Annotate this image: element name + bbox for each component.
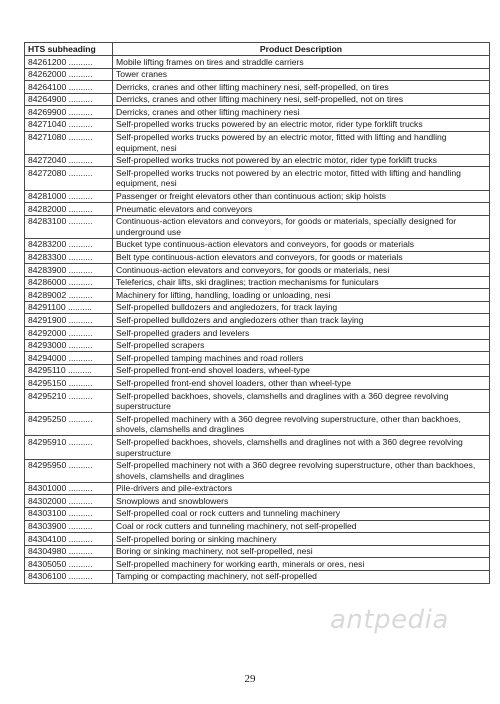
hts-code-cell: 84283300 .......... [25, 251, 113, 264]
product-description-cell: Self-propelled machinery for working earth, minerals or ores, nesi [113, 558, 490, 571]
product-description-cell: Pneumatic elevators and conveyors [113, 203, 490, 216]
product-description-cell: Continuous-action elevators and conveyors, for goods or materials, specially designed for underground use [113, 215, 490, 238]
hts-code-cell: 84303100 .......... [25, 507, 113, 520]
table-row [25, 106, 490, 119]
table-row [25, 352, 490, 365]
table-header [25, 43, 490, 56]
hts-code-cell: 84305050 .......... [25, 558, 113, 571]
product-description-cell: Tamping or compacting machinery, not self-propelled [113, 570, 490, 583]
product-description-cell: Derricks, cranes and other lifting machinery nesi [113, 106, 490, 119]
hts-code-cell: 84301000 .......... [25, 482, 113, 495]
product-description-cell: Belt type continuous-action elevators and conveyors, for goods or materials [113, 251, 490, 264]
product-description-cell: Self-propelled works trucks not powered by an electric motor, rider type forklift trucks [113, 154, 490, 167]
hts-code-cell: 84271080 .......... [25, 131, 113, 154]
product-description-cell: Self-propelled works trucks powered by an electric motor, rider type forklift trucks [113, 118, 490, 131]
table-row [25, 545, 490, 558]
hts-code-cell: 84272040 .......... [25, 154, 113, 167]
table-row [25, 131, 490, 154]
table-row [25, 264, 490, 277]
watermark-logo: antpedia [330, 605, 449, 635]
table-row [25, 93, 490, 106]
product-description-cell: Derricks, cranes and other lifting machinery nesi, self-propelled, on tires [113, 81, 490, 94]
product-description-cell: Self-propelled machinery with a 360 degree revolving superstructure, other than backhoes, shovels, clamshells and draglines [113, 413, 490, 436]
product-description-cell: Self-propelled backhoes, shovels, clamshells and draglines not with a 360 degree revolving superstructure [113, 436, 490, 459]
table-row [25, 570, 490, 583]
table-row [25, 339, 490, 352]
table-row [25, 533, 490, 546]
hts-code-cell: 84295950 .......... [25, 459, 113, 482]
hts-code-cell: 84289002 .......... [25, 289, 113, 302]
hts-code-cell: 84295910 .......... [25, 436, 113, 459]
hts-code-cell: 84283900 .......... [25, 264, 113, 277]
hts-code-cell: 84306100 .......... [25, 570, 113, 583]
hts-code-cell: 84291900 .......... [25, 314, 113, 327]
hts-table [24, 42, 490, 584]
hts-code-cell: 84269900 .......... [25, 106, 113, 119]
hts-code-cell: 84291100 .......... [25, 301, 113, 314]
product-description-cell: Self-propelled backhoes, shovels, clamshells and draglines with a 360 degree revolving superstructure [113, 390, 490, 413]
product-description-cell: Bucket type continuous-action elevators and conveyors, for goods or materials [113, 238, 490, 251]
header-row [25, 43, 490, 56]
table-row [25, 81, 490, 94]
hts-code-cell: 84262000 .......... [25, 68, 113, 81]
product-description-cell: Boring or sinking machinery, not self-propelled, nesi [113, 545, 490, 558]
product-description-cell: Self-propelled scrapers [113, 339, 490, 352]
hts-code-cell: 84283100 .......... [25, 215, 113, 238]
table-body [25, 56, 490, 584]
table-row [25, 413, 490, 436]
page-number: 29 [244, 673, 256, 685]
product-description-cell: Passenger or freight elevators other than continuous action; skip hoists [113, 190, 490, 203]
hts-code-cell: 84304100 .......... [25, 533, 113, 546]
product-description-cell: Mobile lifting frames on tires and straddle carriers [113, 56, 490, 69]
product-description-cell: Self-propelled boring or sinking machinery [113, 533, 490, 546]
hts-code-cell: 84295210 .......... [25, 390, 113, 413]
table-row [25, 364, 490, 377]
hts-code-cell: 84292000 .......... [25, 327, 113, 340]
hts-code-cell: 84264100 .......... [25, 81, 113, 94]
product-description-cell: Derricks, cranes and other lifting machinery nesi, self-propelled, not on tires [113, 93, 490, 106]
hts-code-cell: 84294000 .......... [25, 352, 113, 365]
table-row [25, 68, 490, 81]
table-row [25, 56, 490, 69]
product-description-cell: Machinery for lifting, handling, loading or unloading, nesi [113, 289, 490, 302]
table-row [25, 482, 490, 495]
product-description-cell: Self-propelled front-end shovel loaders, other than wheel-type [113, 377, 490, 390]
table-row [25, 154, 490, 167]
table-row [25, 118, 490, 131]
table-row [25, 314, 490, 327]
table-row [25, 327, 490, 340]
product-description-cell: Pile-drivers and pile-extractors [113, 482, 490, 495]
table-row [25, 507, 490, 520]
table-row [25, 558, 490, 571]
table-row [25, 377, 490, 390]
hts-code-cell: 84303900 .......... [25, 520, 113, 533]
table-row [25, 289, 490, 302]
product-description-cell: Self-propelled coal or rock cutters and tunneling machinery [113, 507, 490, 520]
product-description-cell: Snowplows and snowblowers [113, 495, 490, 508]
hts-subheading-header: HTS subheading [25, 43, 113, 56]
hts-code-cell: 84286000 .......... [25, 276, 113, 289]
product-description-cell: Continuous-action elevators and conveyors, for goods or materials, nesi [113, 264, 490, 277]
table-row [25, 276, 490, 289]
table-row [25, 203, 490, 216]
hts-code-cell: 84295150 .......... [25, 377, 113, 390]
product-description-cell: Self-propelled works trucks not powered by an electric motor, fitted with lifting and handling equipment, nesi [113, 167, 490, 190]
product-description-cell: Self-propelled bulldozers and angledozers, for track laying [113, 301, 490, 314]
hts-code-cell: 84271040 .......... [25, 118, 113, 131]
table-row [25, 251, 490, 264]
table-row [25, 520, 490, 533]
product-description-cell: Self-propelled front-end shovel loaders, wheel-type [113, 364, 490, 377]
hts-code-cell: 84304980 .......... [25, 545, 113, 558]
product-description-cell: Tower cranes [113, 68, 490, 81]
hts-code-cell: 84295250 .......... [25, 413, 113, 436]
table-row [25, 215, 490, 238]
table-row [25, 190, 490, 203]
hts-code-cell: 84293000 .......... [25, 339, 113, 352]
product-description-cell: Self-propelled bulldozers and angledozers other than track laying [113, 314, 490, 327]
table-row [25, 301, 490, 314]
hts-code-cell: 84272080 .......... [25, 167, 113, 190]
product-description-cell: Self-propelled tamping machines and road rollers [113, 352, 490, 365]
product-description-cell: Teleferics, chair lifts, ski draglines; traction mechanisms for funiculars [113, 276, 490, 289]
product-description-header: Product Description [113, 43, 490, 56]
product-description-cell: Coal or rock cutters and tunneling machinery, not self-propelled [113, 520, 490, 533]
table-row [25, 390, 490, 413]
table-row [25, 167, 490, 190]
hts-code-cell: 84281000 .......... [25, 190, 113, 203]
table-row [25, 436, 490, 459]
hts-code-cell: 84302000 .......... [25, 495, 113, 508]
hts-code-cell: 84261200 .......... [25, 56, 113, 69]
hts-code-cell: 84295110 .......... [25, 364, 113, 377]
product-description-cell: Self-propelled works trucks powered by an electric motor, fitted with lifting and handling equipment, nesi [113, 131, 490, 154]
product-description-cell: Self-propelled machinery not with a 360 degree revolving superstructure, other than backhoes, shovels, clamshells and draglines [113, 459, 490, 482]
hts-code-cell: 84283200 .......... [25, 238, 113, 251]
hts-code-cell: 84282000 .......... [25, 203, 113, 216]
table-row [25, 459, 490, 482]
hts-code-cell: 84264900 .......... [25, 93, 113, 106]
product-description-cell: Self-propelled graders and levelers [113, 327, 490, 340]
table-row [25, 495, 490, 508]
table-row [25, 238, 490, 251]
